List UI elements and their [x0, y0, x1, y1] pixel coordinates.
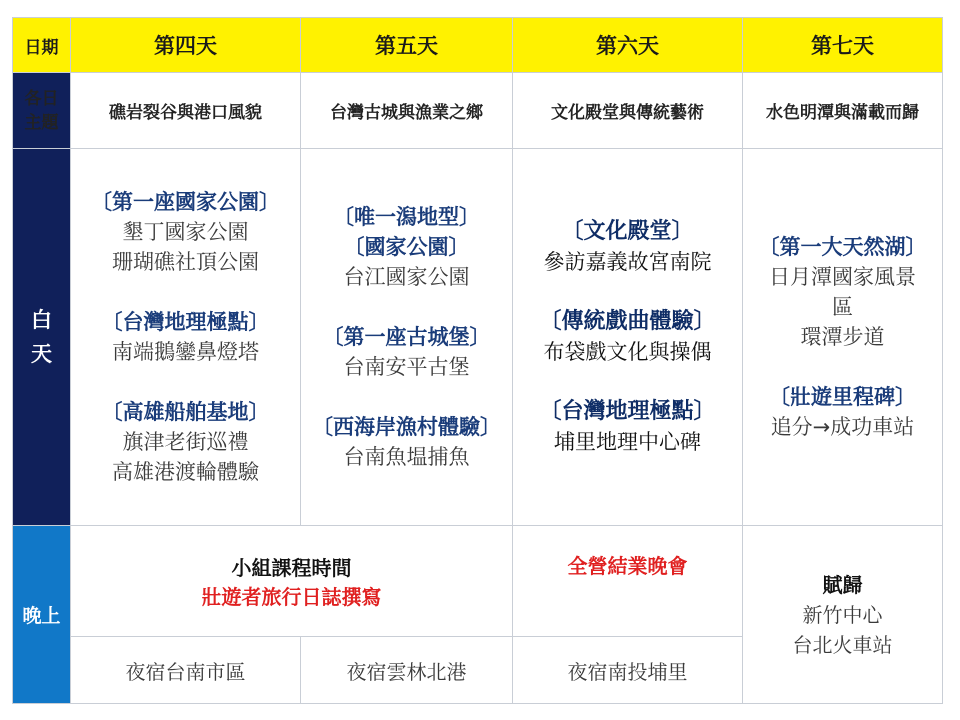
- day6-theme: 文化殿堂與傳統藝術: [513, 73, 743, 149]
- group-course-time: 小組課程時間: [231, 556, 352, 580]
- evening-label: 晚上: [13, 526, 71, 704]
- day7-item: 追分→成功車站: [770, 415, 915, 439]
- day5-item: 台江國家公園: [343, 265, 470, 289]
- day6-header: 第六天: [513, 18, 743, 73]
- day5-tag-castle: 〔第一座古城堡〕: [322, 325, 491, 349]
- return-stop: 新竹中心: [802, 602, 883, 627]
- day4-tag-geo-point: 〔台灣地理極點〕: [101, 310, 270, 334]
- day5-tag-fishing: 〔西海岸漁村體驗〕: [312, 415, 501, 439]
- closing-party: 全營結業晚會: [567, 554, 688, 578]
- day5-header: 第五天: [301, 18, 513, 73]
- day4-overnight: 夜宿台南市區: [71, 637, 301, 704]
- itinerary-table: [12, 17, 943, 704]
- day7-item: 區: [832, 295, 853, 319]
- day5-item: 台南安平古堡: [343, 355, 470, 379]
- day6-activities: [513, 149, 743, 526]
- theme-label-line1: 各日: [24, 88, 59, 109]
- day7-theme: 水色明潭與滿載而歸: [743, 73, 943, 149]
- day4-header: 第四天: [71, 18, 301, 73]
- day7-tag-milestone: 〔壯遊里程碑〕: [769, 385, 916, 409]
- day4-item: 旗津老街巡禮: [122, 430, 249, 454]
- day5-theme: 台灣古城與漁業之鄉: [301, 73, 513, 149]
- day5-overnight: 夜宿雲林北港: [301, 637, 513, 704]
- day7-item: 日月潭國家風景: [769, 265, 916, 289]
- day7-return: [743, 526, 943, 704]
- daytime-label-line2: 天: [31, 342, 52, 366]
- date-label: 日期: [13, 18, 71, 73]
- daytime-row: [13, 149, 943, 526]
- day4-activities: [71, 149, 301, 526]
- day45-evening: [71, 526, 513, 637]
- day5-activities: [301, 149, 513, 526]
- evening-row: [13, 526, 943, 637]
- header-row: [13, 18, 943, 73]
- day5-tag-lagoon: 〔唯一潟地型〕: [333, 205, 480, 229]
- day5-tag-national-park: 〔國家公園〕: [343, 235, 470, 259]
- daytime-label: [13, 149, 71, 526]
- day6-tag-culture: 〔文化殿堂〕: [561, 219, 694, 244]
- theme-label: [13, 73, 71, 149]
- day6-overnight: 夜宿南投埔里: [513, 637, 743, 704]
- day6-evening: [513, 526, 743, 637]
- daytime-label-line1: 白: [31, 308, 52, 332]
- day4-item: 珊瑚礁社頂公園: [112, 250, 259, 274]
- day7-activities: [743, 149, 943, 526]
- day7-item: 環潭步道: [800, 325, 885, 349]
- return-home: 賦歸: [822, 572, 863, 597]
- day6-item: 布袋戲文化與操偶: [543, 340, 712, 364]
- day4-tag-national-park: 〔第一座國家公園〕: [91, 190, 280, 214]
- theme-label-line2: 主題: [24, 112, 59, 133]
- day7-header: 第七天: [743, 18, 943, 73]
- day6-tag-opera: 〔傳統戲曲體驗〕: [539, 309, 716, 334]
- day6-item: 埔里地理中心碑: [554, 430, 701, 454]
- journal-writing: 壯遊者旅行日誌撰寫: [201, 585, 382, 609]
- day4-item: 墾丁國家公園: [122, 220, 249, 244]
- day4-theme: 礁岩裂谷與港口風貌: [71, 73, 301, 149]
- day5-item: 台南魚塭捕魚: [343, 445, 470, 469]
- itinerary-sheet: [12, 17, 942, 684]
- day6-tag-geo-point: 〔台灣地理極點〕: [539, 399, 716, 424]
- day6-item: 參訪嘉義故宮南院: [543, 250, 712, 274]
- day7-tag-lake: 〔第一大天然湖〕: [758, 235, 927, 259]
- day4-tag-harbor: 〔高雄船舶基地〕: [101, 400, 270, 424]
- theme-row: [13, 73, 943, 149]
- day4-item: 南端鵝鑾鼻燈塔: [112, 340, 259, 364]
- return-stop: 台北火車站: [792, 632, 893, 657]
- day4-item: 高雄港渡輪體驗: [112, 460, 259, 484]
